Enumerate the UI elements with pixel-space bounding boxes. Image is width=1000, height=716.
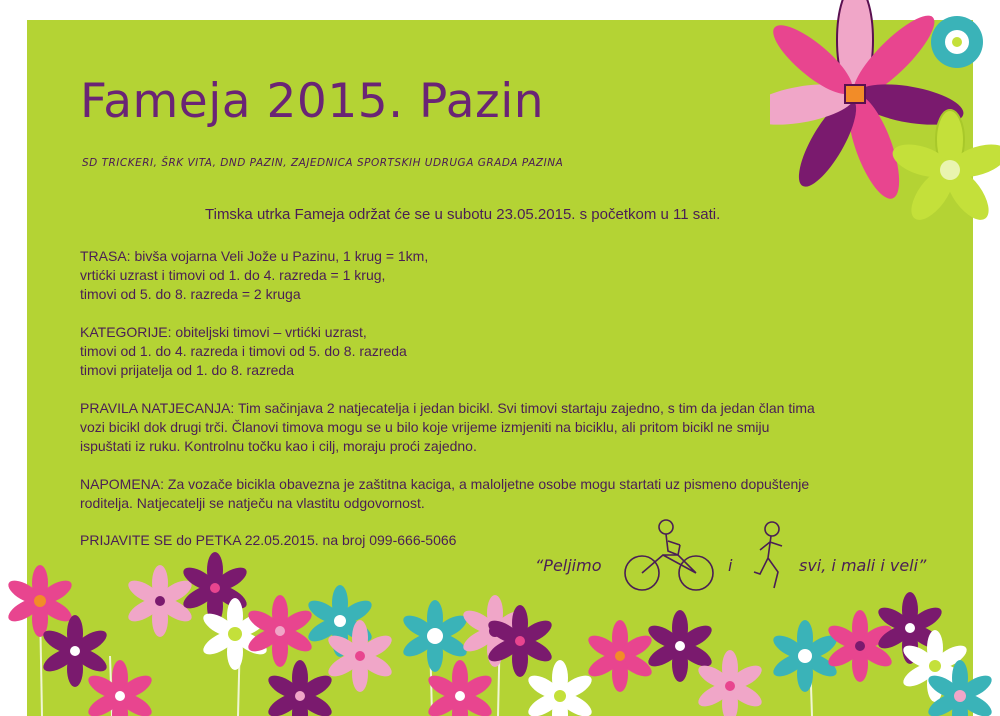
organizers-line: SD TRICKERI, ŠRK VITA, DND PAZIN, ZAJEDNICA SPORTSKIH UDRUGA GRADA PAZINA bbox=[82, 157, 564, 169]
poster-title: Fameja 2015. Pazin bbox=[80, 74, 545, 129]
pravila-paragraph: PRAVILA NATJECANJA: Tim sačinjava 2 natjecatelja i jedan bicikl. Svi timovi startaju zajedno, s tim da jedan član tima vozi bicikl dok drugi trči. Članovi timova mogu se u bilo koje vrijeme izmjeniti na biciklu, ali pritom bicikl ne smiju ispuštati iz ruku. Kontrolnu točku kao i cilj, moraju proći zajedno. bbox=[80, 400, 815, 455]
slogan-part-3: svi, i mali i veli” bbox=[799, 556, 927, 575]
flower-lime bbox=[889, 110, 1000, 227]
flower-teal-small bbox=[931, 16, 983, 68]
registration-text: PRIJAVITE SE do PETKA 22.05.2015. na broj 099-666-5066 bbox=[80, 532, 457, 548]
napomena-paragraph: NAPOMENA: Za vozače bicikla obavezna je zaštitna kaciga, a maloljetne osobe mogu startati uz pismeno dopuštenje roditelja. Natjecatelji se natječu na vlastitu odgovornost. bbox=[80, 476, 810, 512]
intro-text: Timska utrka Fameja održat će se u subotu 23.05.2015. s početkom u 11 sati. bbox=[205, 206, 721, 223]
slogan-part-2: i bbox=[728, 556, 733, 575]
kategorije-paragraph: KATEGORIJE: obiteljski timovi – vrtićki uzrast, timovi od 1. do 4. razreda i timovi od 5. do 8. razreda timovi prijatelja od 1. do 8. razreda bbox=[80, 324, 407, 379]
trasa-paragraph: TRASA: bivša vojarna Veli Jože u Pazinu, 1 krug = 1km, vrtićki uzrast i timovi od 1. do 4. razreda = 1 krug, timovi od 5. do 8. razreda = 2 kruga bbox=[80, 248, 429, 303]
slogan-part-1: “Peljimo bbox=[535, 556, 602, 575]
flower-cluster-top-right bbox=[770, 0, 1000, 240]
flower-meadow-bottom bbox=[0, 546, 1000, 716]
